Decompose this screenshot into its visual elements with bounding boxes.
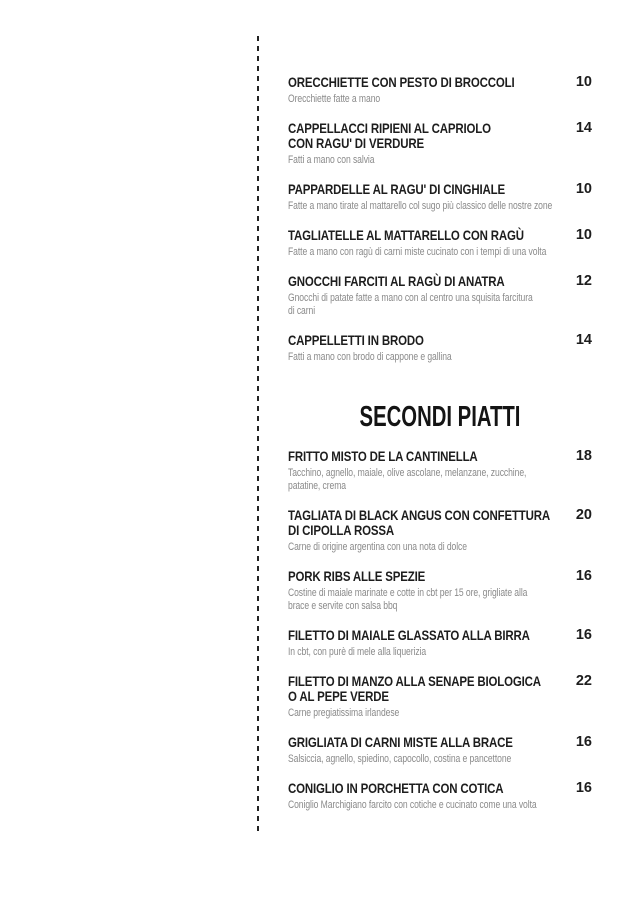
dish-name	[288, 449, 568, 464]
dish-description	[288, 351, 592, 364]
menu-item	[288, 75, 592, 106]
dish-description-line1: Salsiccia, agnello, spiedino, capocollo, costina e pancettone	[288, 753, 512, 765]
dish-name	[288, 628, 568, 643]
dish-name	[288, 121, 568, 151]
dish-name-line1: TAGLIATA DI BLACK ANGUS CON CONFETTURA	[288, 507, 551, 523]
dish-price: 16	[575, 734, 592, 750]
dish-price: 16	[575, 568, 592, 584]
menu-item	[288, 274, 592, 318]
menu-item-row	[288, 628, 592, 643]
dish-name-line2: DI CIPOLLA ROSSA	[288, 522, 395, 538]
dish-name-line1: CONIGLIO IN PORCHETTA CON COTICA	[288, 780, 504, 796]
dish-name	[288, 274, 568, 289]
dish-description	[288, 541, 592, 554]
dish-description-line1: Carne pregiatissima irlandese	[288, 707, 400, 719]
dish-name-line1: ORECCHIETTE CON PESTO DI BROCCOLI	[288, 74, 515, 90]
menu-item	[288, 121, 592, 167]
menu-item	[288, 735, 592, 766]
dish-description-line2: brace e servite con salsa bbq	[288, 600, 398, 612]
dish-description	[288, 467, 592, 493]
dish-name	[288, 735, 568, 750]
dish-name-line2: CON RAGU' DI VERDURE	[288, 135, 424, 151]
menu-item-row	[288, 75, 592, 90]
dish-description-line1: In cbt, con purè di mele alla liquerizia	[288, 646, 427, 658]
dish-name-line1: TAGLIATELLE AL MATTARELLO CON RAGÙ	[288, 227, 524, 243]
menu-item	[288, 508, 592, 554]
dish-description-line1: Costine di maiale marinate e cotte in cbt per 15 ore, grigliate alla	[288, 587, 528, 599]
menu-item	[288, 674, 592, 720]
dish-name-line1: GNOCCHI FARCITI AL RAGÙ DI ANATRA	[288, 273, 505, 289]
dish-description-line1: Tacchino, agnello, maiale, olive ascolane, melanzane, zucchine,	[288, 467, 527, 479]
dish-price: 16	[575, 780, 592, 796]
menu-item-row	[288, 674, 592, 704]
menu-item-row	[288, 781, 592, 796]
dish-name	[288, 508, 568, 538]
dish-description	[288, 154, 592, 167]
dish-name	[288, 333, 568, 348]
dish-price: 12	[575, 273, 592, 289]
dashed-divider-line	[257, 36, 259, 835]
dish-name-line1: CAPPELLACCI RIPIENI AL CAPRIOLO	[288, 120, 491, 136]
dish-price: 10	[575, 181, 592, 197]
dish-description	[288, 753, 592, 766]
dish-description-line1: Fatte a mano con ragù di carni miste cucinato con i tempi di una volta	[288, 246, 547, 258]
menu-item	[288, 333, 592, 364]
dish-description	[288, 246, 592, 259]
dish-description-line1: Gnocchi di patate fatte a mano con al centro una squisita farcitura	[288, 292, 533, 304]
dish-price: 18	[575, 448, 592, 464]
menu-item	[288, 628, 592, 659]
dish-description	[288, 200, 592, 213]
dish-name	[288, 674, 568, 704]
dish-name-line1: PORK RIBS ALLE SPEZIE	[288, 568, 426, 584]
menu-item-row	[288, 228, 592, 243]
menu-column	[288, 75, 592, 827]
dish-description-line1: Carne di origine argentina con una nota di dolce	[288, 541, 467, 553]
dish-name-line1: PAPPARDELLE AL RAGU' DI CINGHIALE	[288, 181, 505, 197]
dish-description	[288, 799, 592, 812]
dish-name	[288, 569, 568, 584]
menu-item-row	[288, 735, 592, 750]
menu-item-row	[288, 569, 592, 584]
dish-price: 14	[575, 120, 592, 136]
dish-name-line1: FILETTO DI MANZO ALLA SENAPE BIOLOGICA	[288, 673, 541, 689]
menu-item-row	[288, 182, 592, 197]
dish-description-line1: Coniglio Marchigiano farcito con cotiche e cucinato come una volta	[288, 799, 537, 811]
dish-description	[288, 292, 592, 318]
menu-item-row	[288, 333, 592, 348]
menu-item	[288, 449, 592, 493]
menu-item-row	[288, 449, 592, 464]
dish-name-line1: FILETTO DI MAIALE GLASSATO ALLA BIRRA	[288, 627, 530, 643]
section-heading: SECONDI PIATTI	[359, 401, 521, 433]
dish-name-line1: GRIGLIATA DI CARNI MISTE ALLA BRACE	[288, 734, 513, 750]
dish-description-line1: Orecchiette fatte a mano	[288, 93, 381, 105]
dish-price: 14	[575, 332, 592, 348]
dish-description-line2: patatine, crema	[288, 480, 346, 492]
dish-name	[288, 75, 568, 90]
dish-description	[288, 707, 592, 720]
dish-name-line1: CAPPELLETTI IN BRODO	[288, 332, 424, 348]
dish-description	[288, 93, 592, 106]
menu-item	[288, 182, 592, 213]
dish-name-line1: FRITTO MISTO DE LA CANTINELLA	[288, 448, 478, 464]
menu-item	[288, 228, 592, 259]
dish-description-line2: di carni	[288, 305, 316, 317]
menu-item-row	[288, 274, 592, 289]
dish-description	[288, 646, 592, 659]
dish-price: 20	[575, 507, 592, 523]
dish-price: 10	[575, 227, 592, 243]
dish-name-line2: O AL PEPE VERDE	[288, 688, 389, 704]
menu-item-row	[288, 121, 592, 151]
dish-price: 16	[575, 627, 592, 643]
dish-name	[288, 228, 568, 243]
menu-item	[288, 781, 592, 812]
dish-description-line1: Fatti a mano con brodo di cappone e gallina	[288, 351, 452, 363]
dish-price: 10	[575, 74, 592, 90]
menu-item-row	[288, 508, 592, 538]
dish-price: 22	[575, 673, 592, 689]
dish-description	[288, 587, 592, 613]
dish-description-line1: Fatti a mano con salvia	[288, 154, 375, 166]
dish-name	[288, 781, 568, 796]
dish-description-line1: Fatte a mano tirate al mattarello col sugo più classico delle nostre zone	[288, 200, 553, 212]
dish-name	[288, 182, 568, 197]
menu-item	[288, 569, 592, 613]
